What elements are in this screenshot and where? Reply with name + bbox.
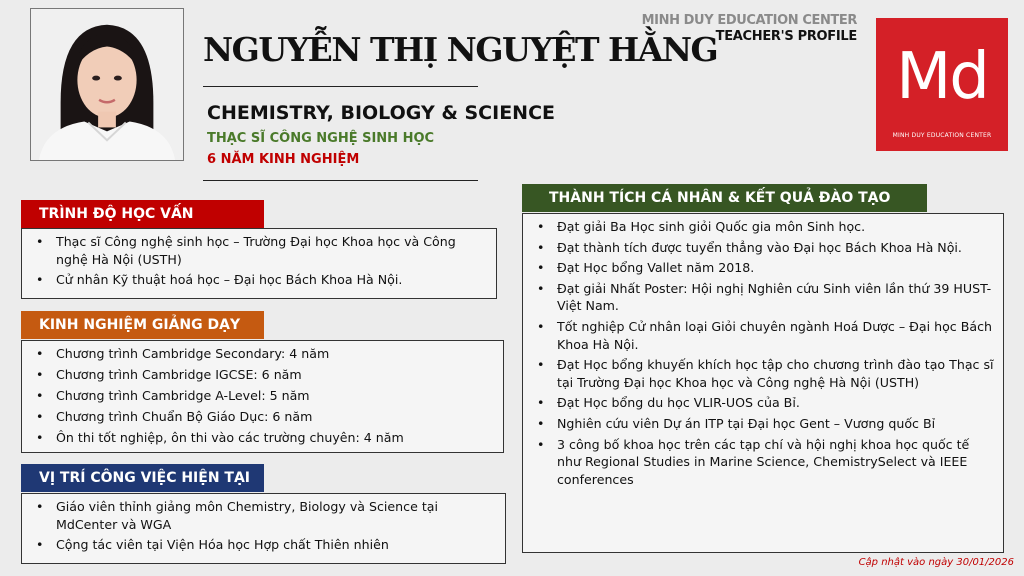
list-item: • 3 công bố khoa học trên các tạp chí và hội nghị khoa học quốc tế như Regional Studies in Marine Science, ChemistrySelect và IEEE conferences bbox=[533, 436, 995, 489]
logo-subtext: MINH DUY EDUCATION CENTER bbox=[892, 132, 992, 139]
divider bbox=[203, 180, 478, 181]
list-item: • Đạt giải Ba Học sinh giỏi Quốc gia môn Sinh học. bbox=[533, 218, 995, 236]
list-item: • Đạt Học bổng khuyến khích học tập cho chương trình đào tạo Thạc sĩ tại Trường Đại học Khoa học và Công nghệ Hà Nội (USTH) bbox=[533, 356, 995, 391]
position-box bbox=[21, 493, 506, 564]
list-item: • Chương trình Cambridge A-Level: 5 năm bbox=[32, 387, 495, 405]
update-date: Cập nhật vào ngày 30/01/2026 bbox=[858, 557, 1014, 568]
list-item: • Chương trình Cambridge Secondary: 4 năm bbox=[32, 345, 495, 363]
list-item: • Tốt nghiệp Cử nhân loại Giỏi chuyên ngành Hoá Dược – Đại học Bách Khoa Hà Nội. bbox=[533, 318, 995, 353]
list-item: • Đạt Học bổng du học VLIR-UOS của Bỉ. bbox=[533, 394, 995, 412]
profile-subtitle: TEACHER'S PROFILE bbox=[715, 29, 857, 44]
list-item: • Chương trình Chuẩn Bộ Giáo Dục: 6 năm bbox=[32, 408, 495, 426]
experience-years: 6 NĂM KINH NGHIỆM bbox=[207, 152, 360, 167]
org-name: MINH DUY EDUCATION CENTER bbox=[641, 13, 857, 28]
teaching-subjects: CHEMISTRY, BIOLOGY & SCIENCE bbox=[207, 102, 556, 124]
achievements-box bbox=[522, 213, 1004, 553]
education-box bbox=[21, 228, 497, 299]
list-item: • Giáo viên thỉnh giảng môn Chemistry, Biology và Science tại MdCenter và WGA bbox=[32, 498, 497, 533]
education-heading: TRÌNH ĐỘ HỌC VẤN bbox=[21, 200, 264, 228]
md-logo bbox=[876, 18, 1008, 151]
list-item: • Đạt Học bổng Vallet năm 2018. bbox=[533, 259, 995, 277]
teaching-box bbox=[21, 340, 504, 453]
list-item: • Chương trình Cambridge IGCSE: 6 năm bbox=[32, 366, 495, 384]
teacher-photo bbox=[30, 8, 184, 161]
teaching-heading: KINH NGHIỆM GIẢNG DẠY bbox=[21, 311, 264, 339]
list-item: • Đạt giải Nhất Poster: Hội nghị Nghiên cứu Sinh viên lần thứ 39 HUST- Việt Nam. bbox=[533, 280, 995, 315]
degree-label: THẠC SĨ CÔNG NGHỆ SINH HỌC bbox=[207, 131, 435, 146]
teacher-name: NGUYỄN THỊ NGUYỆT HẰNG bbox=[203, 30, 718, 69]
achievements-heading: THÀNH TÍCH CÁ NHÂN & KẾT QUẢ ĐÀO TẠO bbox=[522, 184, 927, 212]
portrait-icon bbox=[31, 9, 183, 160]
list-item: • Đạt thành tích được tuyển thẳng vào Đại học Bách Khoa Hà Nội. bbox=[533, 239, 995, 257]
position-heading: VỊ TRÍ CÔNG VIỆC HIỆN TẠI bbox=[21, 464, 264, 492]
list-item: • Cử nhân Kỹ thuật hoá học – Đại học Bách Khoa Hà Nội. bbox=[32, 271, 488, 289]
list-item: • Cộng tác viên tại Viện Hóa học Hợp chất Thiên nhiên bbox=[32, 536, 497, 554]
list-item: • Ôn thi tốt nghiệp, ôn thi vào các trường chuyên: 4 năm bbox=[32, 429, 495, 447]
list-item: • Nghiên cứu viên Dự án ITP tại Đại học Gent – Vương quốc Bỉ bbox=[533, 415, 995, 433]
divider bbox=[203, 86, 478, 87]
list-item: • Thạc sĩ Công nghệ sinh học – Trường Đại học Khoa học và Công nghệ Hà Nội (USTH) bbox=[32, 233, 488, 268]
logo-mark: Md bbox=[896, 40, 988, 114]
